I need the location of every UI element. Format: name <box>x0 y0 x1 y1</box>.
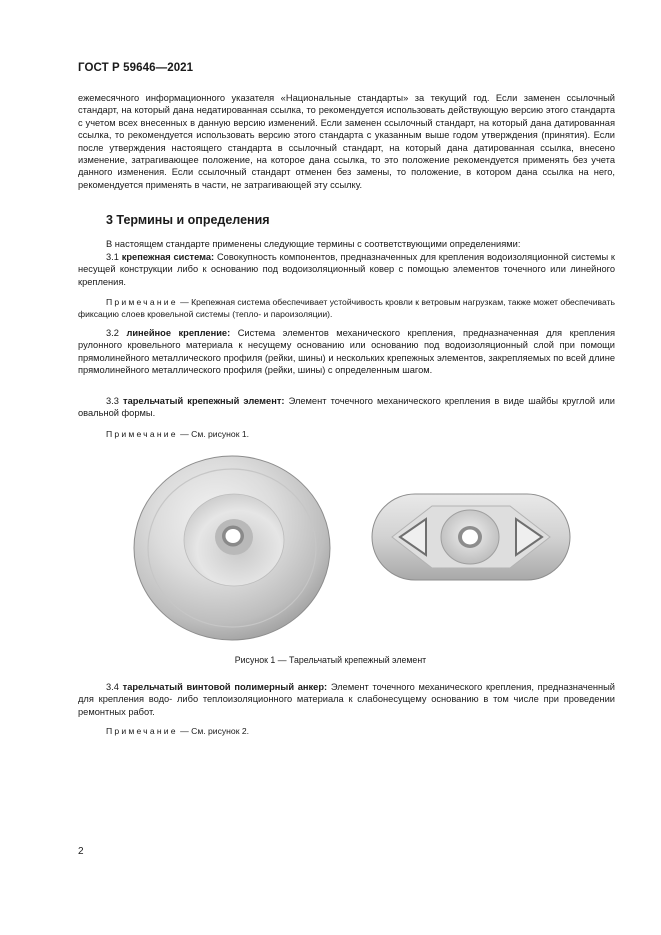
note-text: — Крепежная система обеспечивает устойчивость кровли к ветровым нагрузкам, также может обеспечивать фиксацию слоев кровельной системы (тепло- и пароизоляции). <box>78 297 615 319</box>
note-label: Примечание <box>106 429 178 439</box>
term-name: тарельчатый крепежный элемент: <box>123 396 285 406</box>
term-definition: Совокупность компонентов, предназначенных для крепления водоизоляционной системы к несущей конструкции либо к основанию под водоизоляционный ковер с помощью элементов точечного или линейного крепления. <box>78 252 615 287</box>
figure-1-caption: Рисунок 1 — Тарельчатый крепежный элемент <box>234 655 427 665</box>
term-number: 3.1 <box>106 252 122 262</box>
term-3-4 <box>78 681 615 718</box>
intro-paragraph: ежемесячного информационного указателя «Национальные стандарты» за текущий год. Если заменен ссылочный стандарт, на который дана недатированная ссылка, то рекомендуется использовать действующую версию этого стандарта с учетом всех внесенных в данную версию изменений. Если заменен ссылочный стандарт, на который дана датированная ссылка, то рекомендуется использовать версию этого стандарта с указанным выше годом утверждения (принятия). Если после утверждения настоящего стандарта в ссылочный стандарт, на который дана датированная ссылка, внесено изменение, затрагивающее положение, на которое дана ссылка, то это положение рекомендуется применять без учета данного изменения. Если ссылочный стандарт отменен без замены, то положение, в котором дана ссылка на него, рекомендуется применять в части, не затрагивающей эту ссылку. <box>78 93 615 190</box>
note-label: Примечание <box>106 726 178 736</box>
term-3-2 <box>78 327 615 377</box>
note-text: — См. рисунок 2. <box>177 726 250 736</box>
term-number: 3.4 <box>106 682 123 692</box>
term-definition: Элемент точечного механического крепления, предназначенный для крепления водо- либо теплоизоляционного материала к слабонесущему основанию в том числе при проведении ремонтных работ. <box>78 682 616 717</box>
note-text: — См. рисунок 1. <box>177 429 250 439</box>
term-definition: Элемент точечного механического крепления в виде шайбы круглой или овальной формы. <box>78 396 615 419</box>
term-3-1 <box>78 251 615 288</box>
note-3-3 <box>78 429 615 441</box>
note-3-4 <box>78 726 615 738</box>
round-washer-image <box>132 454 332 644</box>
term-name: линейное крепление: <box>126 328 231 338</box>
section-title: 3 Термины и определения <box>106 213 270 227</box>
term-number: 3.3 <box>106 396 124 406</box>
note-3-1 <box>78 297 615 321</box>
term-name: тарельчатый винтовой полимерный анкер: <box>122 682 328 692</box>
page-number: 2 <box>78 846 84 857</box>
term-name: крепежная система: <box>121 252 215 262</box>
term-definition: Система элементов механического крепления, предназначенная для крепления рулонного кровельного материала к несущему основанию или основанию под водоизоляционный слой при помощи прямолинейного металлического профиля (рейки, шины) и нескольких крепежных элементов, закрепляемых по всей длине прямолинейного металлического профиля (рейки, шины) с определенным шагом. <box>78 328 615 376</box>
standard-header: ГОСТ Р 59646—2021 <box>78 62 194 74</box>
oval-washer-image <box>370 492 572 582</box>
term-3-3 <box>78 395 615 420</box>
note-label: Примечание <box>106 297 178 307</box>
term-number: 3.2 <box>106 328 127 338</box>
lead-paragraph: В настоящем стандарте применены следующие термины с соответствующими определениями: <box>106 239 521 249</box>
